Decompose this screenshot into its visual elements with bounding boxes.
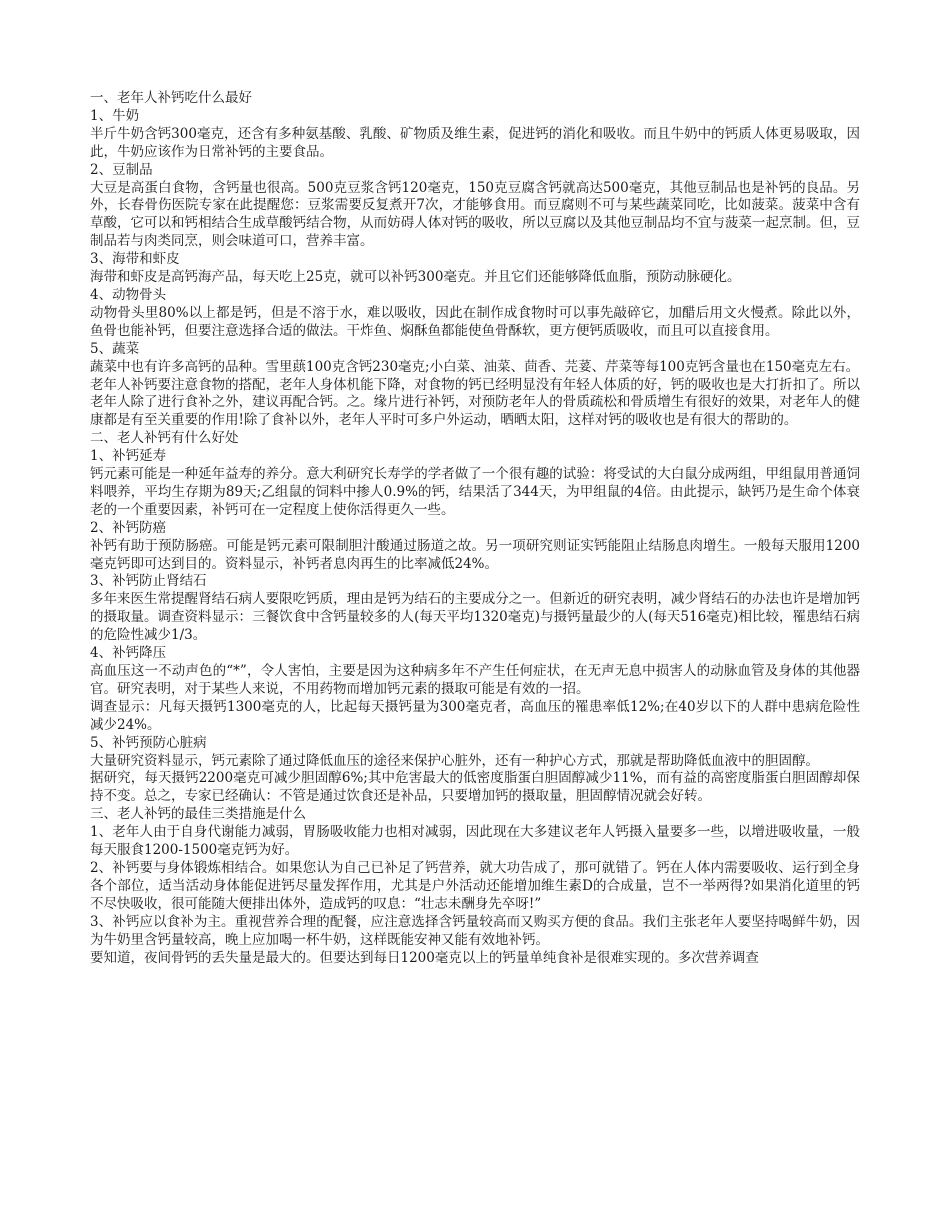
paragraph: 大豆是高蛋白食物，含钙量也很高。500克豆浆含钙120毫克，150克豆腐含钙就高达500毫克，其他豆制品也是补钙的良品。另外，长春骨伤医院专家在此提醒您：豆浆需要反复煮开7次，才能够食用。而豆腐则不可与某些蔬菜同吃，比如菠菜。菠菜中含有草酸，它可以和钙相结合生成草酸钙结合物，从而妨碍人体对钙的吸收，所以豆腐以及其他豆制品均不宜与菠菜一起烹制。但，豆制品若与肉类同烹，则会味道可口，营养丰富。 [90,179,860,250]
paragraph: 海带和虾皮是高钙海产品，每天吃上25克，就可以补钙300毫克。并且它们还能够降低血脂，预防动脉硬化。 [90,269,741,286]
subheading: 3、补钙防止肾结石 [90,573,207,590]
paragraph: 调查显示：凡每天摄钙1300毫克的人，比起每天摄钙量为300毫克者，高血压的罹患率低12%;在40岁以下的人群中患病危险性减少24%。 [90,698,860,733]
section-heading: 二、老人补钙有什么好处 [90,430,239,447]
subheading: 1、牛奶 [90,107,140,124]
subheading: 4、动物骨头 [90,286,167,303]
paragraph: 补钙有助于预防肠癌。可能是钙元素可限制胆汁酸通过肠道之故。另一项研究则证实钙能阻止结肠息肉增生。一般每天服用1200毫克钙即可达到目的。资料显示，补钙者息肉再生的比率减低24%。 [90,537,860,572]
article-body [90,90,860,967]
paragraph: 钙元素可能是一种延年益寿的养分。意大利研究长寿学的学者做了一个很有趣的试验：将受试的大白鼠分成两组，甲组鼠用普通饲料喂养，平均生存期为89天;乙组鼠的饲料中掺人0.9%的钙，结果活了344天，为甲组鼠的4倍。由此提示，缺钙乃是生命个体衰老的一个重要因素，补钙可在一定程度上使你活得更久一些。 [90,466,860,518]
paragraph: 1、老年人由于自身代谢能力减弱，胃肠吸收能力也相对减弱，因此现在大多建议老年人钙摄入量要多一些，以增进吸收量，一般每天服食1200-1500毫克钙为好。 [90,824,860,859]
subheading: 4、补钙降压 [90,645,167,662]
section-heading: 一、老年人补钙吃什么最好 [90,90,252,106]
paragraph: 多年来医生常提醒肾结石病人要限吃钙质，理由是钙为结石的主要成分之一。但新近的研究表明，减少肾结石的办法也许是增加钙的摄取量。调查资料显示：三餐饮食中含钙量较多的人(每天平均1320毫克)与摄钙量最少的人(每天516毫克)相比较，罹患结石病的危险性减少1/3。 [90,591,860,644]
paragraph: 高血压这一不动声色的“*”，令人害怕，主要是因为这种病多年不产生任何症状，在无声无息中损害人的动脉血管及身体的其他器官。研究表明，对于某些人来说，不用药物而增加钙元素的摄取可能是有效的一招。 [90,663,860,697]
subheading: 2、补钙防癌 [90,519,167,536]
subheading: 2、豆制品 [90,161,153,178]
paragraph: 3、补钙应以食补为主。重视营养合理的配餐，应注意选择含钙量较高而又购买方便的食品。我们主张老年人要坚持喝鲜牛奶，因为牛奶里含钙量较高，晚上应加喝一杯牛奶，这样既能安神又能有效地补钙。 [90,913,860,948]
paragraph: 大量研究资料显示，钙元素除了通过降低血压的途径来保护心脏外，还有一种护心方式，那就是帮助降低血液中的胆固醇。 [90,752,819,769]
subheading: 1、补钙延寿 [90,448,167,465]
subheading: 5、补钙预防心脏病 [90,734,207,751]
paragraph: 动物骨头里80%以上都是钙，但是不溶于水，难以吸收，因此在制作成食物时可以事先敲碎它，加醋后用文火慢煮。除此以外，鱼骨也能补钙，但要注意选择合适的做法。干炸鱼、焖酥鱼都能使鱼骨酥软，更方便钙质吸收，而且可以直接食用。 [90,304,860,339]
paragraph: 蔬菜中也有许多高钙的品种。雪里蕻100克含钙230毫克;小白菜、油菜、茴香、芫荽、芹菜等每100克钙含量也在150毫克左右。 [90,358,860,375]
section-heading: 三、老人补钙的最佳三类措施是什么 [90,806,306,823]
subheading: 3、海带和虾皮 [90,251,180,268]
paragraph: 据研究，每天摄钙2200毫克可减少胆固醇6%;其中危害最大的低密度脂蛋白胆固醇减少11%，而有益的高密度脂蛋白胆固醇却保持不变。总之，专家已经确认：不管是通过饮食还是补品，只要增加钙的摄取量，胆固醇情况就会好转。 [90,770,860,805]
paragraph: 半斤牛奶含钙300毫克，还含有多种氨基酸、乳酸、矿物质及维生素，促进钙的消化和吸收。而且牛奶中的钙质人体更易吸取，因此，牛奶应该作为日常补钙的主要食品。 [90,125,860,160]
paragraph: 2、补钙要与身体锻炼相结合。如果您认为自己已补足了钙营养，就大功告成了，那可就错了。钙在人体内需要吸收、运行到全身各个部位，适当活动身体能促进钙尽量发挥作用，尤其是户外活动还能增加维生素D的合成量，岂不一举两得?如果消化道里的钙不尽快吸收，很可能随大便排出体外，造成钙的叹息：“壮志未酬身先卒呀!” [90,859,860,912]
paragraph: 要知道，夜间骨钙的丢失量是最大的。但要达到每日1200毫克以上的钙量单纯食补是很难实现的。多次营养调查 [90,949,759,966]
subheading: 5、蔬菜 [90,340,140,357]
paragraph: 老年人补钙要注意食物的搭配，老年人身体机能下降，对食物的钙已经明显没有年轻人体质的好，钙的吸收也是大打折扣了。所以老年人除了进行食补之外，建议再配合钙。之。缘片进行补钙，对预防老年人的骨质疏松和骨质增生有很好的效果，对老年人的健康都是有至关重要的作用!除了食补以外，老年人平时可多户外运动，晒晒太阳，这样对钙的吸收也是有很大的帮助的。 [90,376,860,429]
